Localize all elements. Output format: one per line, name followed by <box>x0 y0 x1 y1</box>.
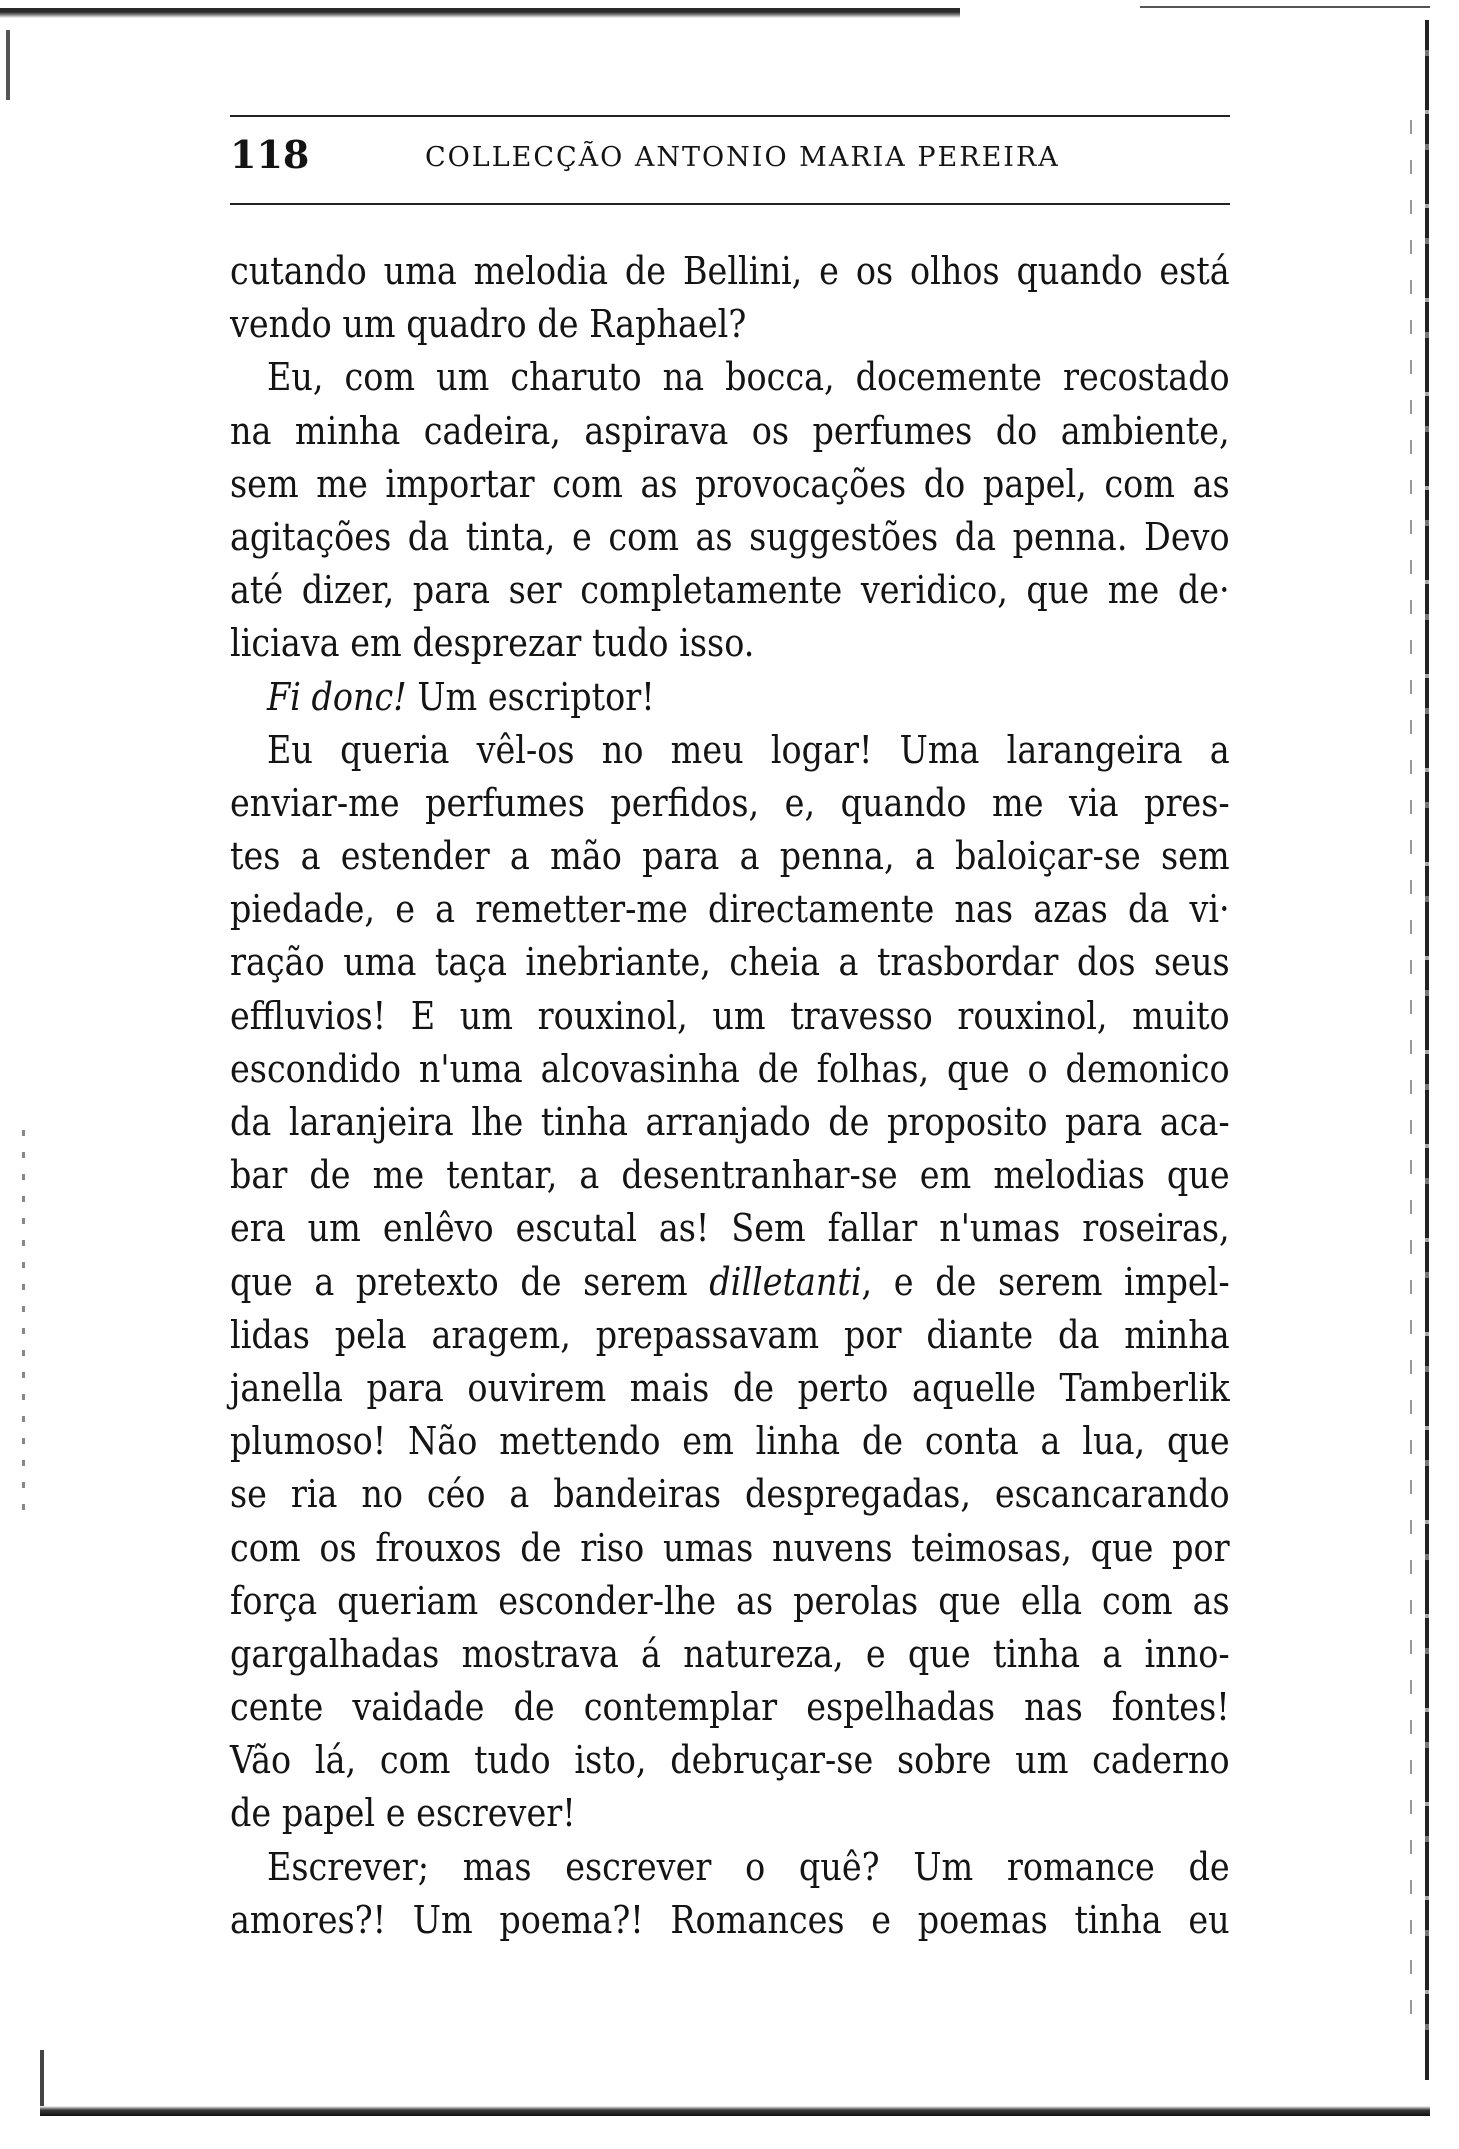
text-line: enviar-me perfumes perfidos, e, quando me via pres- <box>230 780 1230 825</box>
text-line: gargalhadas mostrava á natureza, e que tinha a inno- <box>230 1631 1230 1676</box>
text-line: ração uma taça inebriante, cheia a trasbordar dos seus <box>230 940 1230 985</box>
text-line: lidas pela aragem, prepassavam por diante da minha <box>230 1312 1230 1357</box>
text-line: sem me importar com as provocações do papel, com as <box>230 461 1230 506</box>
text-line: piedade, e a remetter-me directamente nas azas da vi· <box>230 887 1230 932</box>
text-line <box>230 1256 1230 1309</box>
text-run: , e de serem impel- <box>861 1259 1230 1304</box>
text-line: agitações da tinta, e com as suggestões da penna. Devo <box>230 514 1230 559</box>
scan-edge-bottom <box>40 2106 1430 2116</box>
text-line: se ria no céo a bandeiras despregadas, escancarando <box>230 1472 1230 1517</box>
text-line: bar de me tentar, a desentranhar-se em melodias que <box>230 1153 1230 1198</box>
text-line: cutando uma melodia de Bellini, e os olhos quando está <box>230 249 1230 293</box>
scan-edge-right-marks <box>1410 120 1412 2020</box>
text-line: Eu queria vêl-os no meu logar! Uma larangeira a <box>266 727 1230 772</box>
text-line: liciava em desprezar tudo isso. <box>230 621 755 666</box>
text-line: tes a estender a mão para a penna, a baloiçar-se sem <box>230 834 1230 879</box>
text-line: da laranjeira lhe tinha arranjado de proposito para aca- <box>230 1100 1230 1144</box>
scan-edge-top <box>0 8 960 18</box>
collection-title: COLLECÇÃO ANTONIO MARIA PEREIRA <box>425 142 1060 173</box>
text-line: até dizer, para ser completamente veridico, que me de· <box>230 568 1230 613</box>
header-rule-bottom <box>230 203 1230 205</box>
text-line: amores?! Um poema?! Romances e poemas tinha eu <box>230 1897 1230 1942</box>
text-line: plumoso! Não mettendo em linha de conta a lua, que <box>230 1419 1230 1464</box>
running-head <box>230 130 1230 182</box>
body-text <box>230 245 1230 1947</box>
text-line: effluvios! E um rouxinol, um travesso rouxinol, muito <box>230 993 1230 1038</box>
text-line <box>230 671 1230 724</box>
scan-edge-left-marks <box>22 1130 25 1510</box>
text-line: Eu, com um charuto na bocca, docemente recostado <box>266 355 1230 400</box>
text-line: com os frouxos de riso umas nuvens teimosas, que por <box>230 1525 1230 1570</box>
page-number: 118 <box>230 132 310 177</box>
text-line: escondido n'uma alcovasinha de folhas, que o demonico <box>230 1046 1230 1091</box>
text-line: força queriam esconder-lhe as perolas que ella com as <box>230 1578 1230 1623</box>
text-line: era um enlêvo escutal as! Sem fallar n'umas roseiras, <box>230 1206 1230 1251</box>
text-line: de papel e escrever! <box>230 1791 576 1836</box>
header-rule-top <box>230 115 1230 117</box>
text-run: que a pretexto de serem <box>230 1259 688 1304</box>
italic-phrase: Fi donc! <box>266 674 407 719</box>
text-line: janella para ouvirem mais de perto aquelle Tamberlik <box>230 1365 1230 1410</box>
text-run: Um escriptor! <box>417 674 655 719</box>
text-line: vendo um quadro de Raphael? <box>230 302 747 347</box>
text-line: na minha cadeira, aspirava os perfumes do ambiente, <box>230 408 1230 453</box>
text-line: Vão lá, com tudo isto, debruçar-se sobre um caderno <box>230 1738 1230 1783</box>
italic-word: dilletanti <box>709 1259 862 1304</box>
text-line: cente vaidade de contemplar espelhadas nas fontes! <box>230 1685 1230 1730</box>
scan-edge-left <box>6 30 10 100</box>
scan-edge-right <box>1425 20 1429 2080</box>
scan-edge-top-right <box>1140 6 1430 8</box>
text-line: Escrever; mas escrever o quê? Um romance de <box>266 1844 1230 1889</box>
scan-edge-bottom-left <box>40 2050 44 2110</box>
